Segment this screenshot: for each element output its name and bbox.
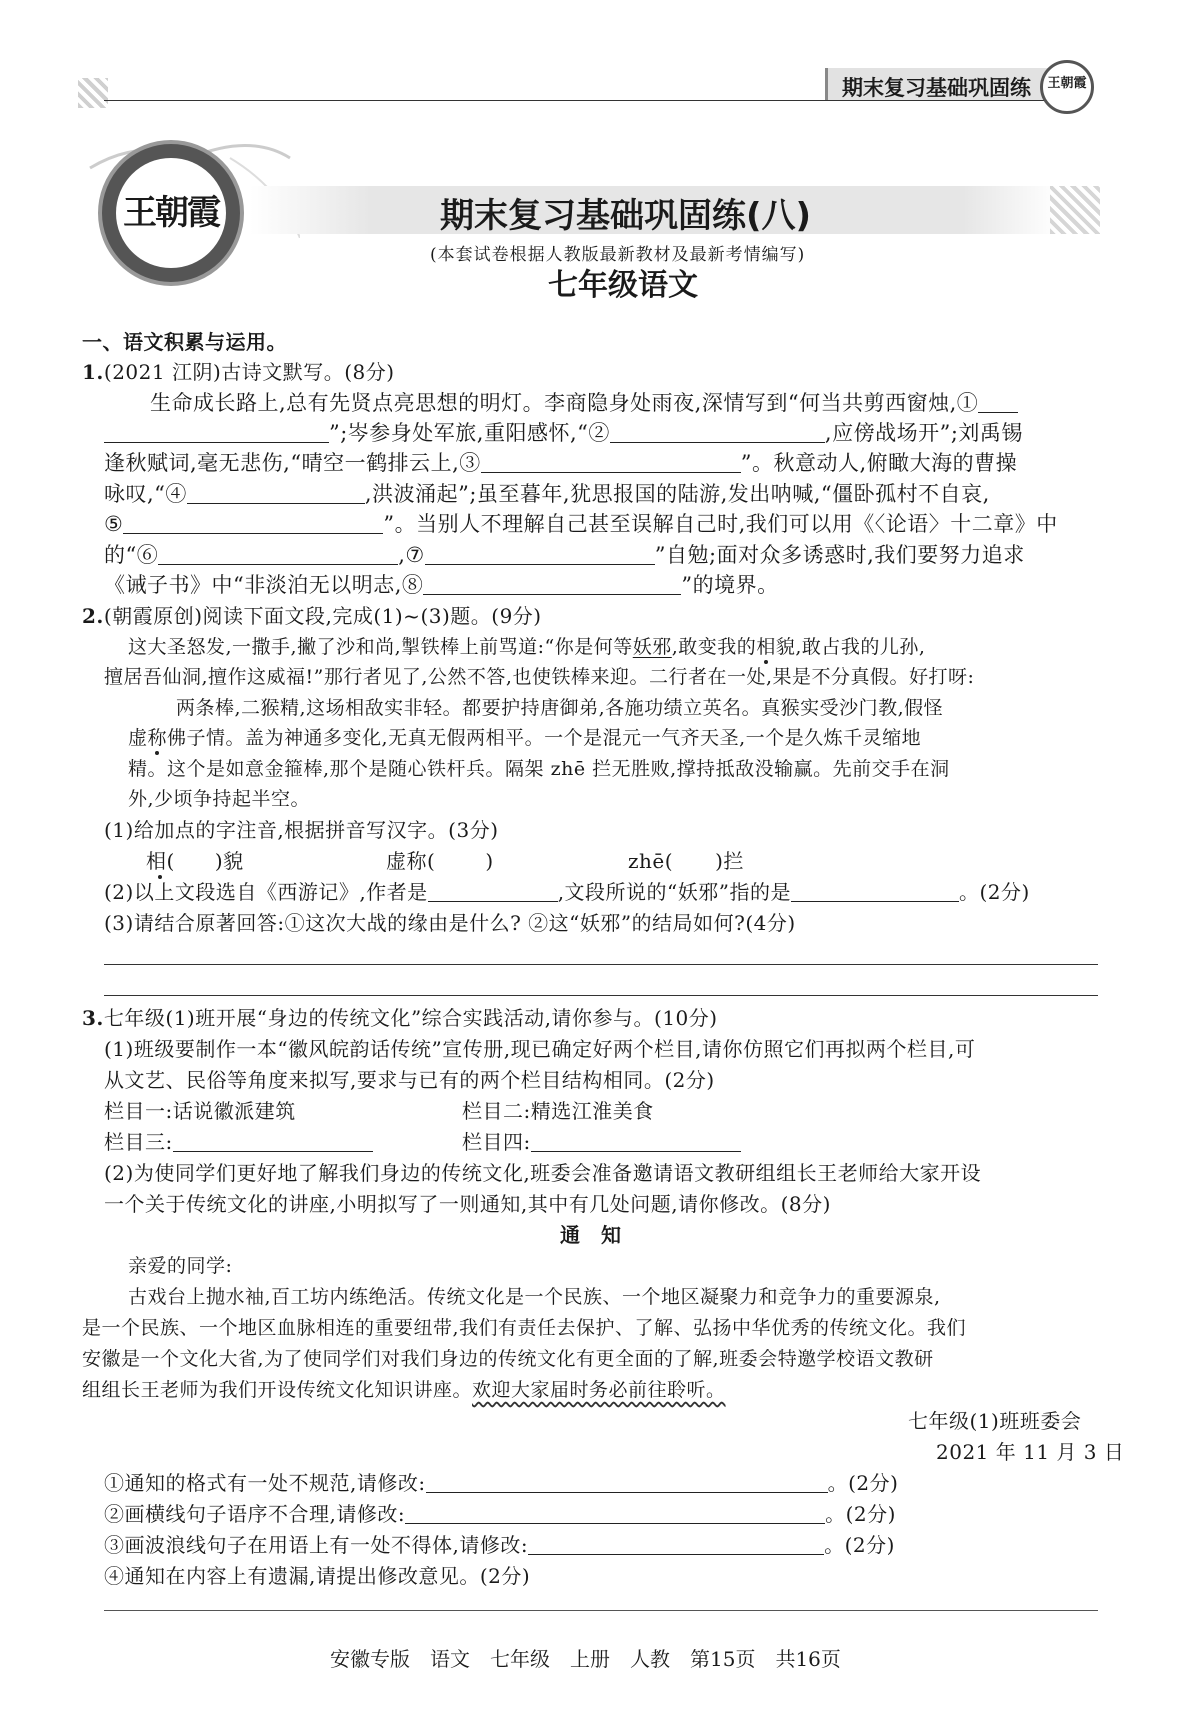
q1-line1 [150, 389, 1018, 417]
q2-v2a: 虚 [128, 727, 148, 749]
blank-8[interactable] [423, 574, 681, 595]
subtitle: (本套试卷根据人教版最新教材及最新考情编写) [430, 245, 806, 265]
q2-p1c: ,敢变我的 [671, 636, 757, 658]
column-four-label: 栏目四: [462, 1130, 531, 1154]
column-one: 栏目一:话说徽派建筑 [104, 1099, 296, 1123]
q1-num: 1. [82, 360, 104, 384]
blank-4[interactable] [187, 483, 365, 504]
q3-sub1-b: 从文艺、民俗等角度来拟写,要求与已有的两个栏目结构相同。(2分) [104, 1068, 715, 1092]
footer-rule [104, 1610, 1098, 1611]
main-title: 期末复习基础巩固练(八) [440, 196, 812, 236]
title-band-dots [1050, 186, 1100, 234]
q2-v2c: 佛子情。盖为神通多变化,无真无假两相平。一个是混元一气齐天圣,一个是久炼千灵缩地 [167, 727, 922, 749]
column-three [104, 1128, 373, 1156]
blank-author[interactable] [428, 881, 558, 902]
notice-line4 [82, 1376, 726, 1404]
q3-head [82, 1004, 718, 1032]
logo-text: 王朝霞 [123, 193, 219, 233]
q2-s1c2: )拦 [715, 849, 744, 873]
blank-column-three[interactable] [173, 1131, 373, 1152]
q2-s1b: 虚称( [386, 849, 436, 873]
q1-title: (2021 江阴)古诗文默写。(8分) [103, 360, 395, 384]
grade-subject: 七年级语文 [548, 268, 698, 303]
revise-3-score: 。(2分) [824, 1533, 895, 1557]
brand-logo-icon [98, 140, 244, 286]
q2-title: (朝霞原创)阅读下面文段,完成(1)~(3)题。(9分) [103, 604, 542, 628]
revise-3-text: ③画波浪线句子在用语上有一处不得体,请修改: [104, 1533, 529, 1557]
revise-2-text: ②画横线句子语序不合理,请修改: [104, 1502, 406, 1526]
blank-6[interactable] [158, 544, 398, 565]
answer-line-2[interactable] [104, 995, 1098, 996]
answer-line-1[interactable] [104, 964, 1098, 965]
q2-sub1-c [628, 847, 744, 875]
q1-line3 [104, 449, 1017, 477]
q1-line7 [104, 571, 779, 599]
blank-revise-2[interactable] [405, 1503, 825, 1524]
q2-sub2 [104, 878, 1030, 906]
blank-2[interactable] [610, 422, 825, 443]
q3-sub2-b: 一个关于传统文化的讲座,小明拟写了一则通知,其中有几处问题,请你修改。(8分) [104, 1192, 831, 1216]
q2-p1e: 貌,敢占我的儿孙, [775, 636, 926, 658]
q2-verse3: 精。这个是如意金箍棒,那个是随心铁杆兵。隔架 zhē 拦无胜败,撑持抵敌没输赢。先前交手在洞 [128, 758, 950, 780]
notice-line2-text: 是一个民族、一个地区血脉相连的重要纽带,我们有责任去保护、了解、弘扬中华优秀的传统文化。我们 [82, 1317, 967, 1339]
notice-line2 [82, 1314, 966, 1342]
footer-text: 安徽专版 语文 七年级 上册 人教 第15页 共16页 [330, 1647, 841, 1671]
notice-line4-text: 组组长王老师为我们开设传统文化知识讲座。 [82, 1379, 473, 1401]
q2-verse4: 外,少顷争持起半空。 [128, 788, 311, 810]
blank-1b[interactable] [104, 422, 329, 443]
blank-yaoxie[interactable] [791, 881, 959, 902]
q2-s1a2: )貌 [214, 849, 244, 873]
blank-7[interactable] [425, 544, 655, 565]
revise-1-score: 。(2分) [827, 1471, 899, 1495]
header-top-title: 期末复习基础巩固练 [842, 76, 1031, 100]
q3-title: 七年级(1)班开展“身边的传统文化”综合实践活动,请你参与。(10分) [103, 1006, 718, 1030]
q2-s1b2: ) [485, 849, 494, 873]
revise-2-score: 。(2分) [825, 1502, 896, 1526]
revise-2 [104, 1500, 896, 1528]
notice-date: 2021 年 11 月 3 日 [936, 1440, 1125, 1464]
q2-p1a: 这大圣怒发,一撒手,撇了沙和尚,掣铁棒上前骂道:“你是何等 [128, 636, 633, 658]
q1-l4b-text: ,洪波涌起”;虽至暮年,犹思报国的陆游,发出呐喊,“僵卧孤村不自哀, [364, 482, 990, 506]
header-dots [78, 78, 108, 108]
q1-l3a-text: 逢秋赋词,毫无悲伤,“晴空一鹤排云上,③ [104, 451, 481, 475]
q2-s1c: zhē( [628, 849, 674, 873]
q2-num: 2. [82, 604, 104, 628]
q1-l1-text: 生命成长路上,总有先贤点亮思想的明灯。李商隐身处雨夜,深情写到“何当共剪西窗烛,① [150, 391, 979, 415]
q2-s2b: ,文段所说的“妖邪”指的是 [557, 880, 791, 904]
q1-l5a-text: ⑤ [104, 512, 124, 536]
q2-s2c: 。(2分) [959, 880, 1030, 904]
q1-l4a-text: 咏叹,“④ [104, 482, 187, 506]
blank-1a[interactable] [978, 392, 1018, 413]
q1-line2 [104, 419, 1023, 447]
q1-l2b-text: ”;岑参身处军旅,重阳感怀,“② [329, 421, 610, 445]
q3-sub1-a: (1)班级要制作一本“徽风皖韵话传统”宣传册,现已确定好两个栏目,请你仿照它们再拟两个栏目,可 [104, 1037, 976, 1061]
column-four [462, 1128, 741, 1156]
blank-3[interactable] [481, 452, 741, 473]
q1-l6c-text: ”自勉;面对众多诱惑时,我们要努力追求 [654, 543, 1025, 567]
notice-signature: 七年级(1)班班委会 [908, 1409, 1082, 1433]
column-two: 栏目二:精选江淮美食 [462, 1099, 654, 1123]
revise-3 [104, 1531, 895, 1559]
q1-l6b-text: ,⑦ [398, 543, 425, 567]
q2-p1-dotted-xiang: 相 [756, 636, 776, 658]
q1-l5b-text: ”。当别人不理解自己甚至误解自己时,我们可以用《〈论语〉十二章》中 [383, 512, 1058, 536]
q2-sub1: (1)给加点的字注音,根据拼音写汉字。(3分) [104, 818, 499, 842]
q3-sub2-a: (2)为使同学们更好地了解我们身边的传统文化,班委会准备邀请语文教研组组长王老师给大家开设 [104, 1161, 982, 1185]
q2-verse1: 两条棒,二猴精,这场相敌实非轻。都要护持唐御弟,各施功绩立英名。真猴实受沙门教,假怪 [176, 697, 944, 719]
q1-l7b-text: ”的境界。 [681, 573, 779, 597]
q1-head [82, 358, 395, 386]
q1-line5 [104, 510, 1058, 538]
q1-l7a-text: 《诫子书》中“非淡泊无以明志,⑧ [104, 573, 424, 597]
column-three-label: 栏目三: [104, 1130, 173, 1154]
q1-l6a-text: 的“⑥ [104, 543, 159, 567]
notice-greeting: 亲爱的同学: [128, 1255, 233, 1277]
q2-verse2 [128, 724, 921, 752]
q2-p1 [128, 633, 925, 661]
wavy-underlined-sentence: 欢迎大家届时务必前往聆听。 [472, 1379, 726, 1401]
q1-line4 [104, 480, 990, 508]
section1-heading: 一、语文积累与运用。 [82, 330, 287, 354]
q2-sub3: (3)请结合原著回答:①这次大战的缘由是什么? ②这“妖邪”的结局如何?(4分) [104, 911, 796, 935]
q2-p2: 擅居吾仙洞,擅作这威福!”那行者见了,公然不答,也使铁棒来迎。二行者在一处,果是不分真假。好打呀: [104, 666, 975, 688]
notice-title: 通 知 [560, 1223, 622, 1247]
q2-sub1-a [146, 847, 244, 875]
q1-l3b-text: ”。秋意动人,俯瞰大海的曹操 [740, 451, 1018, 475]
notice-line3: 安徽是一个文化大省,为了使同学们对我们身边的传统文化有更全面的了解,班委会特邀学校语文教研 [82, 1348, 934, 1370]
revise-4: ④通知在内容上有遗漏,请提出修改意见。(2分) [104, 1564, 531, 1588]
blank-revise-3[interactable] [528, 1534, 824, 1555]
q1-line6 [104, 541, 1025, 569]
revise-1-text: ①通知的格式有一处不规范,请修改: [104, 1471, 426, 1495]
q2-s1a: 相( [146, 849, 175, 873]
q2-v2-dotted-cheng: 称 [147, 727, 168, 749]
q2-p1-yaoxie: 妖邪 [632, 636, 672, 658]
revise-1 [104, 1469, 898, 1497]
blank-5[interactable] [123, 513, 383, 534]
blank-revise-1[interactable] [426, 1472, 828, 1493]
q1-l2c-text: ,应傍战场开”;刘禹锡 [824, 421, 1023, 445]
q3-num: 3. [82, 1006, 104, 1030]
small-logo-icon: 王朝霞 [1040, 60, 1094, 114]
q2-head [82, 602, 542, 630]
q2-sub1-b [386, 847, 494, 875]
notice-line1: 古戏台上抛水袖,百工坊内练绝活。传统文化是一个民族、一个地区凝聚力和竞争力的重要源泉, [128, 1286, 941, 1308]
blank-column-four[interactable] [531, 1131, 741, 1152]
q2-s2a: (2)以上文段选自《西游记》,作者是 [104, 880, 428, 904]
